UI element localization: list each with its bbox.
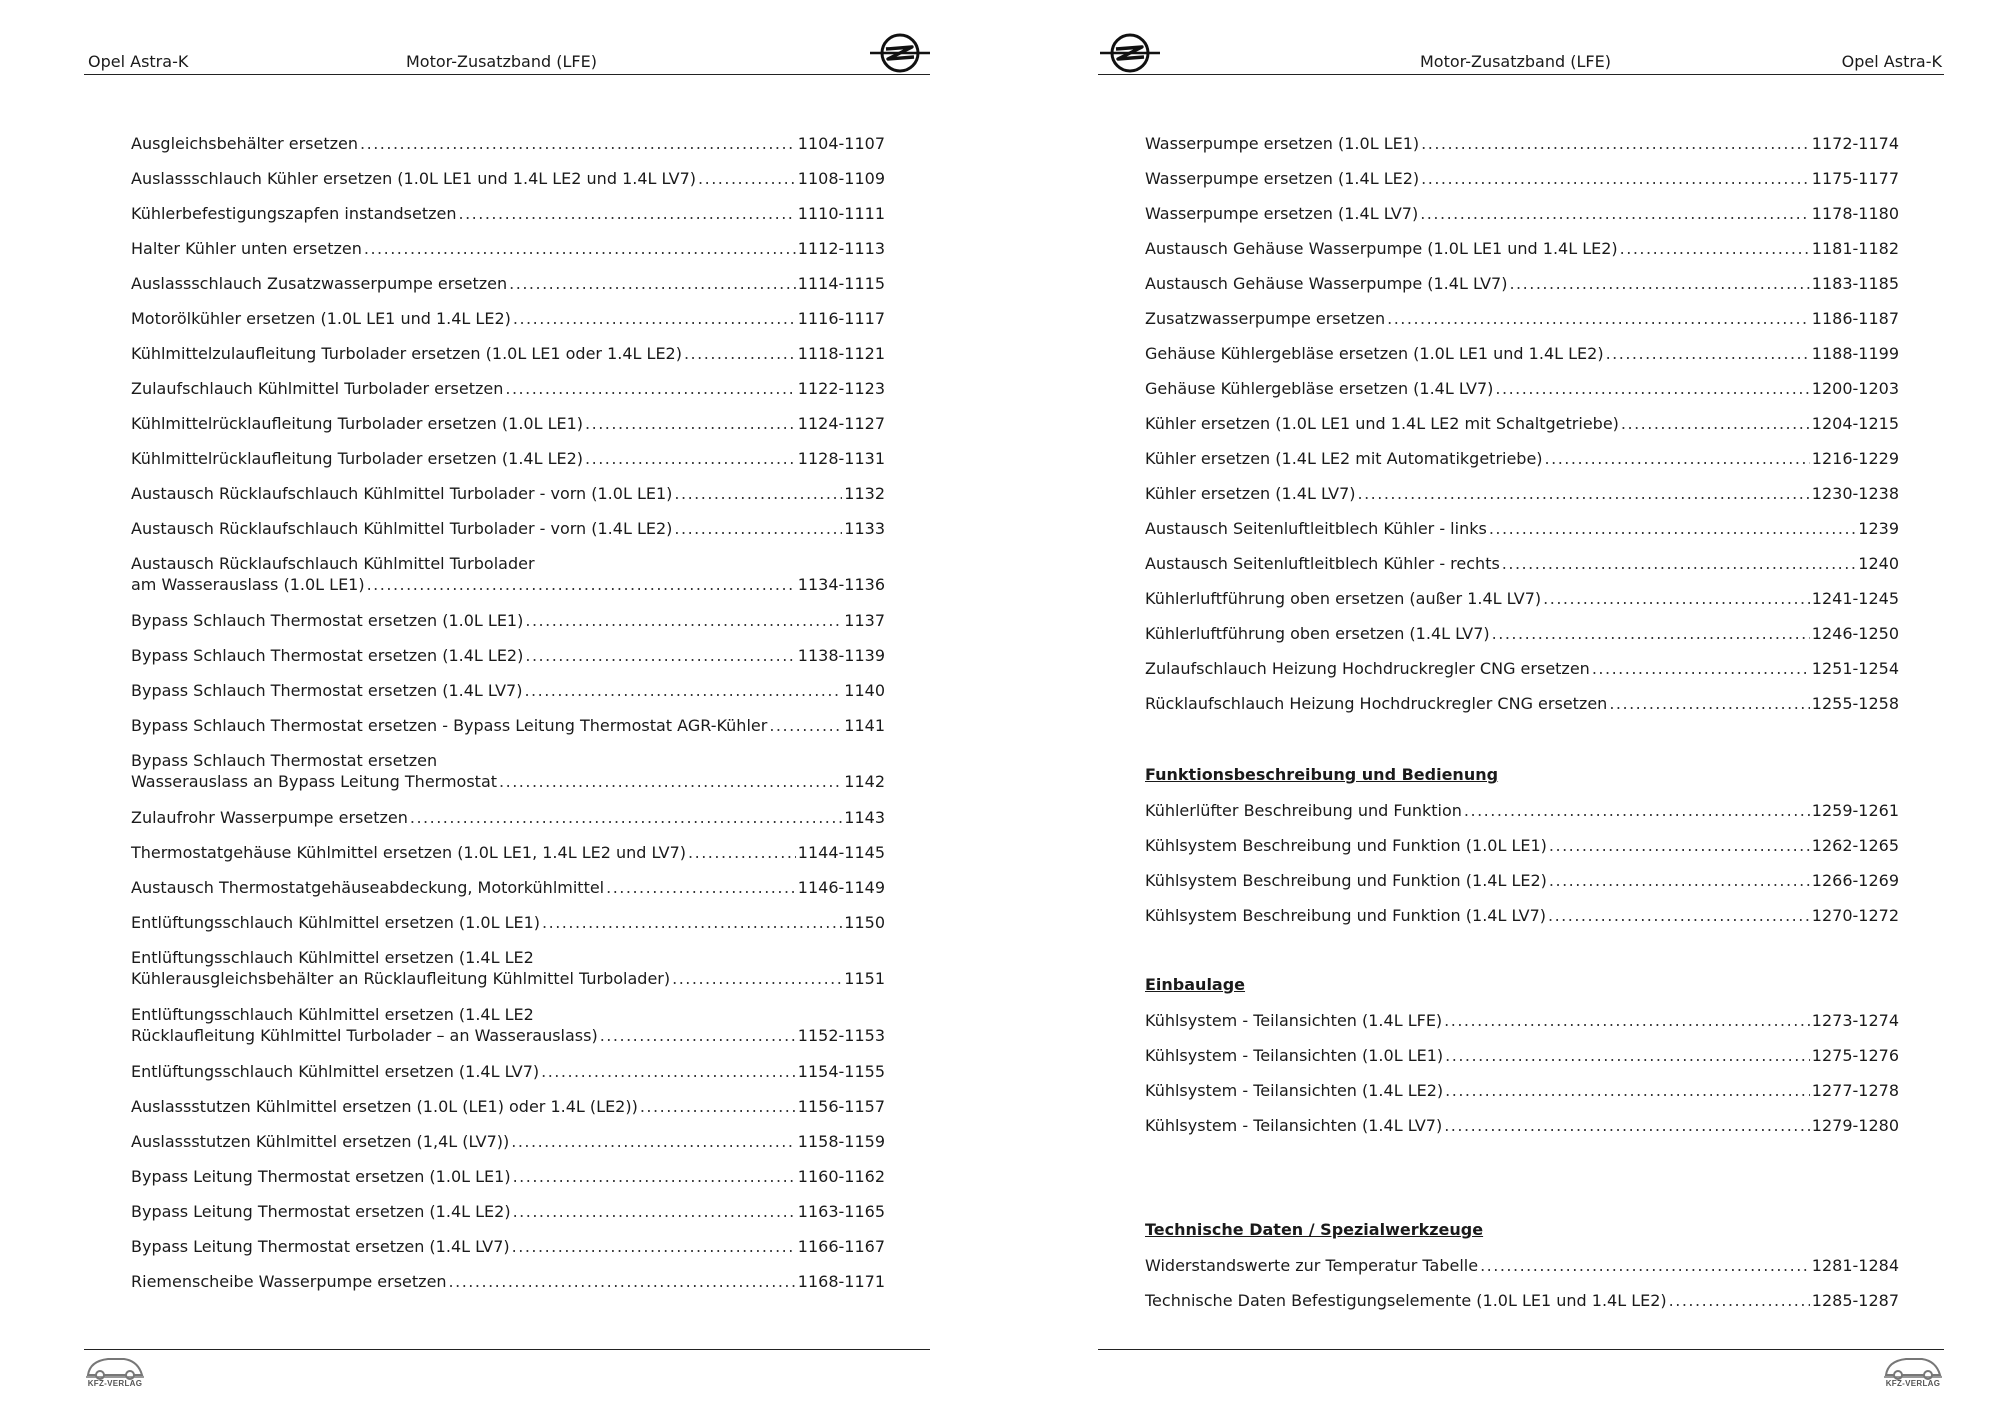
toc-entry[interactable] bbox=[1145, 658, 1899, 679]
toc-entry-page: 1172-1174 bbox=[1811, 134, 1899, 153]
toc-entry-page: 1151 bbox=[844, 969, 885, 988]
toc-entry-title: Wasserpumpe ersetzen (1.0L LE1) bbox=[1145, 134, 1420, 153]
toc-entry-page: 1178-1180 bbox=[1811, 204, 1899, 223]
footer-rule bbox=[84, 1349, 930, 1350]
dot-leader bbox=[512, 1236, 796, 1257]
toc-entry[interactable] bbox=[1145, 378, 1899, 399]
toc-entry-title: Kühlerluftführung oben ersetzen (außer 1.4L LV7) bbox=[1145, 589, 1542, 608]
dot-leader bbox=[1444, 1010, 1810, 1031]
dot-leader bbox=[525, 645, 795, 666]
dot-leader bbox=[1545, 448, 1810, 469]
toc-entry-page: 1118-1121 bbox=[797, 344, 885, 363]
toc-entry-title: Bypass Leitung Thermostat ersetzen (1.0L LE1) bbox=[131, 1167, 511, 1186]
toc-entry[interactable] bbox=[131, 645, 885, 666]
toc-entry-page: 1239 bbox=[1858, 519, 1899, 538]
toc-entry-page: 1137 bbox=[844, 611, 885, 630]
toc-entry[interactable] bbox=[1145, 1045, 1899, 1066]
section-heading: Technische Daten / Spezialwerkzeuge bbox=[1145, 1220, 1484, 1239]
toc-entry-title: Kühlsystem - Teilansichten (1.0L LE1) bbox=[1145, 1046, 1444, 1065]
section-heading: Einbaulage bbox=[1145, 975, 1246, 994]
toc-entry[interactable] bbox=[131, 413, 885, 434]
toc-entry[interactable] bbox=[131, 947, 885, 989]
toc-entry-title: Kühlerbefestigungszapfen instandsetzen bbox=[131, 204, 457, 223]
dot-leader bbox=[1669, 1290, 1810, 1311]
toc-entry[interactable] bbox=[1145, 1115, 1899, 1136]
toc-entry-page: 1112-1113 bbox=[797, 239, 885, 258]
toc-entry-title: Wasserpumpe ersetzen (1.4L LV7) bbox=[1145, 204, 1419, 223]
header-model: Opel Astra-K bbox=[1841, 52, 1942, 71]
toc-entry[interactable] bbox=[131, 378, 885, 399]
toc-entry-page: 1279-1280 bbox=[1811, 1116, 1899, 1135]
toc-entry-title: Halter Kühler unten ersetzen bbox=[131, 239, 362, 258]
toc-entry[interactable] bbox=[131, 715, 885, 736]
dot-leader bbox=[449, 1271, 796, 1292]
toc-entry-page: 1114-1115 bbox=[797, 274, 885, 293]
toc-entry-title: Bypass Schlauch Thermostat ersetzen (1.4L LV7) bbox=[131, 681, 523, 700]
dot-leader bbox=[1609, 693, 1809, 714]
toc-entry-page: 1285-1287 bbox=[1811, 1291, 1899, 1310]
toc-entry-title: Widerstandswerte zur Temperatur Tabelle bbox=[1145, 1256, 1479, 1275]
section-heading: Funktionsbeschreibung und Bedienung bbox=[1145, 765, 1499, 784]
dot-leader bbox=[1549, 835, 1810, 856]
toc-entry-page: 1273-1274 bbox=[1811, 1011, 1899, 1030]
toc-entry-title: Bypass Schlauch Thermostat ersetzen - Bypass Leitung Thermostat AGR-Kühler bbox=[131, 716, 768, 735]
toc-entry[interactable] bbox=[1145, 553, 1899, 574]
dot-leader bbox=[542, 912, 842, 933]
toc-entry-title: Austausch Thermostatgehäuseabdeckung, Motorkühlmittel bbox=[131, 878, 605, 897]
toc-entry-title: Zulaufschlauch Kühlmittel Turbolader ersetzen bbox=[131, 379, 504, 398]
toc-entry-page: 1142 bbox=[844, 772, 885, 791]
toc-entry-page: 1116-1117 bbox=[797, 309, 885, 328]
toc-entry-page: 1188-1199 bbox=[1811, 344, 1899, 363]
toc-entry-title: Kühlsystem Beschreibung und Funktion (1.4L LV7) bbox=[1145, 906, 1546, 925]
toc-entry-page: 1240 bbox=[1858, 554, 1899, 573]
toc-entry-title: Austausch Rücklaufschlauch Kühlmittel Turbolader - vorn (1.0L LE1) bbox=[131, 484, 673, 503]
toc-entry-title: Ausgleichsbehälter ersetzen bbox=[131, 134, 359, 153]
dot-leader bbox=[1420, 203, 1810, 224]
dot-leader bbox=[672, 968, 842, 989]
toc-entry-page: 1259-1261 bbox=[1811, 801, 1899, 820]
toc-entry[interactable] bbox=[131, 1131, 885, 1152]
toc-entry[interactable] bbox=[1145, 308, 1899, 329]
toc-entry-page: 1133 bbox=[844, 519, 885, 538]
dot-leader bbox=[541, 1061, 796, 1082]
toc-entry-title: Entlüftungsschlauch Kühlmittel ersetzen (1.0L LE1) bbox=[131, 913, 541, 932]
toc-entry-page: 1200-1203 bbox=[1811, 379, 1899, 398]
toc-entry-page: 1241-1245 bbox=[1811, 589, 1899, 608]
toc-entry-page: 1143 bbox=[844, 808, 885, 827]
toc-entry-title: Kühlmittelrücklaufleitung Turbolader ersetzen (1.0L LE1) bbox=[131, 414, 584, 433]
toc-entry-page: 1255-1258 bbox=[1811, 694, 1899, 713]
toc-entry-page: 1175-1177 bbox=[1811, 169, 1899, 188]
toc-entry-title: Austausch Rücklaufschlauch Kühlmittel Turbolader - vorn (1.4L LE2) bbox=[131, 519, 673, 538]
toc-entry-title: Austausch Seitenluftleitblech Kühler - links bbox=[1145, 519, 1487, 538]
toc-entry[interactable] bbox=[1145, 835, 1899, 856]
toc-entry[interactable] bbox=[131, 203, 885, 224]
dot-leader bbox=[367, 574, 796, 595]
header-rule bbox=[84, 74, 930, 75]
dot-leader bbox=[1620, 238, 1810, 259]
toc-entry-page: 1132 bbox=[844, 484, 885, 503]
toc-entry[interactable] bbox=[131, 553, 885, 595]
toc-entry-page: 1183-1185 bbox=[1811, 274, 1899, 293]
toc-entry-page: 1140 bbox=[844, 681, 885, 700]
toc-entry-title: Kühlerluftführung oben ersetzen (1.4L LV7) bbox=[1145, 624, 1490, 643]
dot-leader bbox=[1445, 1080, 1810, 1101]
toc-entry[interactable] bbox=[1145, 1255, 1899, 1276]
toc-entry-title-line1: Entlüftungsschlauch Kühlmittel ersetzen (1.4L LE2 bbox=[131, 1005, 534, 1024]
toc-entry-page: 1181-1182 bbox=[1811, 239, 1899, 258]
toc-entry[interactable] bbox=[1145, 518, 1899, 539]
toc-entry-title: Zulaufrohr Wasserpumpe ersetzen bbox=[131, 808, 408, 827]
opel-logo-icon bbox=[1100, 32, 1160, 74]
toc-entry-title: Kühlerlüfter Beschreibung und Funktion bbox=[1145, 801, 1462, 820]
opel-logo-icon bbox=[870, 32, 930, 74]
dot-leader bbox=[1548, 905, 1810, 926]
toc-entry-title: Wasserauslass an Bypass Leitung Thermostat bbox=[131, 772, 498, 791]
toc-entry-page: 1134-1136 bbox=[797, 575, 885, 594]
toc-entry-title-line1: Bypass Schlauch Thermostat ersetzen bbox=[131, 751, 438, 770]
toc-entry[interactable] bbox=[131, 610, 885, 631]
toc-entry-page: 1216-1229 bbox=[1811, 449, 1899, 468]
dot-leader bbox=[1445, 1045, 1810, 1066]
toc-entry-page: 1204-1215 bbox=[1811, 414, 1899, 433]
dot-leader bbox=[1492, 623, 1810, 644]
toc-entry[interactable] bbox=[131, 1236, 885, 1257]
toc-entry-title: Kühlsystem - Teilansichten (1.4L LFE) bbox=[1145, 1011, 1443, 1030]
dot-leader bbox=[1549, 870, 1810, 891]
toc-entry-page: 1141 bbox=[844, 716, 885, 735]
toc-list bbox=[131, 133, 885, 1303]
toc-entry-title-line1: Entlüftungsschlauch Kühlmittel ersetzen (1.4L LE2 bbox=[131, 948, 534, 967]
toc-entry[interactable] bbox=[1145, 588, 1899, 609]
toc-entry[interactable] bbox=[131, 877, 885, 898]
toc-entry[interactable] bbox=[131, 518, 885, 539]
toc-entry[interactable] bbox=[131, 273, 885, 294]
toc-entry-title: Bypass Leitung Thermostat ersetzen (1.4L LE2) bbox=[131, 1202, 511, 1221]
dot-leader bbox=[364, 238, 796, 259]
toc-entry-title: Kühlmittelzulaufleitung Turbolader ersetzen (1.0L LE1 oder 1.4L LE2) bbox=[131, 344, 682, 363]
toc-entry-page: 1160-1162 bbox=[797, 1167, 885, 1186]
dot-leader bbox=[1444, 1115, 1810, 1136]
dot-leader bbox=[524, 680, 842, 701]
toc-entry-title: Kühlsystem - Teilansichten (1.4L LV7) bbox=[1145, 1116, 1443, 1135]
toc-entry-page: 1108-1109 bbox=[797, 169, 885, 188]
dot-leader bbox=[509, 273, 796, 294]
dot-leader bbox=[585, 413, 796, 434]
toc-entry[interactable] bbox=[131, 807, 885, 828]
toc-entry-title: Gehäuse Kühlergebläse ersetzen (1.0L LE1 und 1.4L LE2) bbox=[1145, 344, 1604, 363]
toc-entry-page: 1144-1145 bbox=[797, 843, 885, 862]
toc-entry-page: 1146-1149 bbox=[797, 878, 885, 897]
toc-entry-page: 1110-1111 bbox=[797, 204, 885, 223]
dot-leader bbox=[674, 518, 842, 539]
toc-entry-title: Auslassschlauch Zusatzwasserpumpe ersetzen bbox=[131, 274, 508, 293]
dot-leader bbox=[585, 448, 796, 469]
toc-entry[interactable] bbox=[131, 168, 885, 189]
dot-leader bbox=[1495, 378, 1809, 399]
header-model: Opel Astra-K bbox=[88, 52, 189, 71]
toc-entry-title: Kühlsystem - Teilansichten (1.4L LE2) bbox=[1145, 1081, 1444, 1100]
dot-leader bbox=[1489, 518, 1856, 539]
toc-entry-title: Rücklaufleitung Kühlmittel Turbolader – an Wasserauslass) bbox=[131, 1026, 598, 1045]
dot-leader bbox=[1387, 308, 1810, 329]
toc-entry-title: Bypass Schlauch Thermostat ersetzen (1.4L LE2) bbox=[131, 646, 524, 665]
dot-leader bbox=[1621, 413, 1810, 434]
toc-entry-title-line1: Austausch Rücklaufschlauch Kühlmittel Turbolader bbox=[131, 554, 535, 573]
toc-entry[interactable] bbox=[1145, 1010, 1899, 1031]
toc-entry[interactable] bbox=[1145, 203, 1899, 224]
right-page bbox=[1000, 0, 2000, 1413]
toc-entry-page: 1104-1107 bbox=[797, 134, 885, 153]
toc-entry-title: Thermostatgehäuse Kühlmittel ersetzen (1.0L LE1, 1.4L LE2 und LV7) bbox=[131, 843, 687, 862]
toc-entry-page: 1138-1139 bbox=[797, 646, 885, 665]
toc-entry-page: 1166-1167 bbox=[797, 1237, 885, 1256]
dot-leader bbox=[684, 343, 796, 364]
toc-entry-title: Kühlmittelrücklaufleitung Turbolader ersetzen (1.4L LE2) bbox=[131, 449, 584, 468]
dot-leader bbox=[1509, 273, 1809, 294]
toc-entry[interactable] bbox=[131, 1004, 885, 1046]
dot-leader bbox=[513, 1201, 796, 1222]
toc-entry-title: Zulaufschlauch Heizung Hochdruckregler CNG ersetzen bbox=[1145, 659, 1590, 678]
toc-entry[interactable] bbox=[131, 238, 885, 259]
header-book-title: Motor-Zusatzband (LFE) bbox=[1420, 52, 1611, 71]
toc-entry-page: 1251-1254 bbox=[1811, 659, 1899, 678]
toc-entry-page: 1122-1123 bbox=[797, 379, 885, 398]
toc-entry[interactable] bbox=[1145, 238, 1899, 259]
toc-entry-page: 1281-1284 bbox=[1811, 1256, 1899, 1275]
toc-entry[interactable] bbox=[1145, 905, 1899, 926]
dot-leader bbox=[640, 1096, 796, 1117]
dot-leader bbox=[1592, 658, 1810, 679]
header-book-title: Motor-Zusatzband (LFE) bbox=[406, 52, 597, 71]
dot-leader bbox=[1543, 588, 1810, 609]
toc-entry[interactable] bbox=[1145, 800, 1899, 821]
toc-entry-page: 1277-1278 bbox=[1811, 1081, 1899, 1100]
toc-entry[interactable] bbox=[1145, 448, 1899, 469]
header-rule bbox=[1098, 74, 1944, 75]
toc-entry-title: Austausch Gehäuse Wasserpumpe (1.0L LE1 und 1.4L LE2) bbox=[1145, 239, 1618, 258]
toc-entry-title: Bypass Schlauch Thermostat ersetzen (1.0L LE1) bbox=[131, 611, 524, 630]
toc-entry[interactable] bbox=[131, 343, 885, 364]
toc-entry[interactable] bbox=[1145, 1080, 1899, 1101]
dot-leader bbox=[1421, 168, 1810, 189]
dot-leader bbox=[410, 807, 842, 828]
dot-leader bbox=[505, 378, 795, 399]
toc-entry[interactable] bbox=[131, 1096, 885, 1117]
toc-entry-title: Riemenscheibe Wasserpumpe ersetzen bbox=[131, 1272, 447, 1291]
dot-leader bbox=[698, 168, 796, 189]
toc-entry[interactable] bbox=[1145, 133, 1899, 154]
toc-entry-page: 1152-1153 bbox=[797, 1026, 885, 1045]
dot-leader bbox=[688, 842, 796, 863]
toc-entry[interactable] bbox=[1145, 1290, 1899, 1311]
toc-entry-title: am Wasserauslass (1.0L LE1) bbox=[131, 575, 365, 594]
toc-entry[interactable] bbox=[1145, 693, 1899, 714]
toc-entry-page: 1150 bbox=[844, 913, 885, 932]
toc-entry-title: Kühler ersetzen (1.4L LV7) bbox=[1145, 484, 1356, 503]
dot-leader bbox=[525, 610, 842, 631]
toc-entry-page: 1246-1250 bbox=[1811, 624, 1899, 643]
dot-leader bbox=[1357, 483, 1809, 504]
dot-leader bbox=[1606, 343, 1810, 364]
kfz-verlag-logo-text: KFZ-VERLAG bbox=[1885, 1379, 1941, 1388]
toc-entry[interactable] bbox=[131, 1271, 885, 1292]
toc-entry[interactable] bbox=[1145, 413, 1899, 434]
toc-entry[interactable] bbox=[131, 483, 885, 504]
toc-entry-title: Entlüftungsschlauch Kühlmittel ersetzen (1.4L LV7) bbox=[131, 1062, 540, 1081]
toc-entry-title: Zusatzwasserpumpe ersetzen bbox=[1145, 309, 1386, 328]
toc-entry[interactable] bbox=[131, 1061, 885, 1082]
toc-entry[interactable] bbox=[1145, 870, 1899, 891]
toc-entry-title: Kühlsystem Beschreibung und Funktion (1.4L LE2) bbox=[1145, 871, 1547, 890]
toc-entry-title: Bypass Leitung Thermostat ersetzen (1.4L LV7) bbox=[131, 1237, 510, 1256]
toc-entry[interactable] bbox=[131, 448, 885, 469]
toc-entry[interactable] bbox=[1145, 168, 1899, 189]
toc-entry[interactable] bbox=[131, 1166, 885, 1187]
toc-entry-title: Kühlerausgleichsbehälter an Rücklaufleitung Kühlmittel Turbolader) bbox=[131, 969, 671, 988]
toc-entry[interactable] bbox=[131, 133, 885, 154]
toc-entry-page: 1275-1276 bbox=[1811, 1046, 1899, 1065]
toc-entry[interactable] bbox=[1145, 343, 1899, 364]
toc-entry[interactable] bbox=[1145, 623, 1899, 644]
toc-entry-title: Austausch Seitenluftleitblech Kühler - rechts bbox=[1145, 554, 1500, 573]
dot-leader bbox=[1480, 1255, 1810, 1276]
toc-entry[interactable] bbox=[131, 1201, 885, 1222]
kfz-verlag-logo-text: KFZ-VERLAG bbox=[87, 1379, 143, 1388]
toc-entry-page: 1266-1269 bbox=[1811, 871, 1899, 890]
dot-leader bbox=[360, 133, 796, 154]
toc-entry-title: Auslassschlauch Kühler ersetzen (1.0L LE1 und 1.4L LE2 und 1.4L LV7) bbox=[131, 169, 697, 188]
toc-entry-page: 1156-1157 bbox=[797, 1097, 885, 1116]
toc-entry-title: Wasserpumpe ersetzen (1.4L LE2) bbox=[1145, 169, 1420, 188]
toc-entry-title: Kühler ersetzen (1.4L LE2 mit Automatikgetriebe) bbox=[1145, 449, 1543, 468]
toc-entry-title: Auslassstutzen Kühlmittel ersetzen (1.0L (LE1) oder 1.4L (LE2)) bbox=[131, 1097, 638, 1116]
toc-entry-page: 1158-1159 bbox=[797, 1132, 885, 1151]
dot-leader bbox=[459, 203, 796, 224]
toc-entry-page: 1186-1187 bbox=[1811, 309, 1899, 328]
toc-entry-page: 1168-1171 bbox=[797, 1272, 885, 1291]
toc-entry-title: Kühler ersetzen (1.0L LE1 und 1.4L LE2 mit Schaltgetriebe) bbox=[1145, 414, 1619, 433]
footer-rule bbox=[1098, 1349, 1944, 1350]
dot-leader bbox=[606, 877, 796, 898]
dot-leader bbox=[511, 1131, 796, 1152]
toc-entry[interactable] bbox=[131, 750, 885, 792]
toc-entry-title: Rücklaufschlauch Heizung Hochdruckregler CNG ersetzen bbox=[1145, 694, 1608, 713]
toc-entry[interactable] bbox=[1145, 273, 1899, 294]
toc-entry-title: Kühlsystem Beschreibung und Funktion (1.0L LE1) bbox=[1145, 836, 1547, 855]
toc-entry-page: 1154-1155 bbox=[797, 1062, 885, 1081]
dot-leader bbox=[1421, 133, 1810, 154]
toc-entry-page: 1128-1131 bbox=[797, 449, 885, 468]
toc-entry-title: Motorölkühler ersetzen (1.0L LE1 und 1.4L LE2) bbox=[131, 309, 511, 328]
toc-entry-page: 1270-1272 bbox=[1811, 906, 1899, 925]
toc-entry[interactable] bbox=[131, 912, 885, 933]
dot-leader bbox=[499, 771, 842, 792]
kfz-verlag-logo-icon bbox=[82, 1353, 148, 1393]
dot-leader bbox=[600, 1025, 796, 1046]
toc-entry-page: 1124-1127 bbox=[797, 414, 885, 433]
toc-list bbox=[1145, 133, 1899, 1333]
toc-entry-page: 1163-1165 bbox=[797, 1202, 885, 1221]
kfz-verlag-logo-icon bbox=[1880, 1353, 1946, 1393]
toc-entry-title: Auslassstutzen Kühlmittel ersetzen (1,4L (LV7)) bbox=[131, 1132, 510, 1151]
dot-leader bbox=[513, 1166, 796, 1187]
toc-entry[interactable] bbox=[131, 842, 885, 863]
dot-leader bbox=[1464, 800, 1810, 821]
toc-entry-title: Austausch Gehäuse Wasserpumpe (1.4L LV7) bbox=[1145, 274, 1508, 293]
dot-leader bbox=[769, 715, 842, 736]
toc-entry-title: Technische Daten Befestigungselemente (1.0L LE1 und 1.4L LE2) bbox=[1145, 1291, 1667, 1310]
toc-entry[interactable] bbox=[131, 308, 885, 329]
dot-leader bbox=[513, 308, 796, 329]
toc-entry-title: Gehäuse Kühlergebläse ersetzen (1.4L LV7) bbox=[1145, 379, 1494, 398]
dot-leader bbox=[674, 483, 842, 504]
dot-leader bbox=[1502, 553, 1856, 574]
toc-entry[interactable] bbox=[1145, 483, 1899, 504]
toc-entry-page: 1230-1238 bbox=[1811, 484, 1899, 503]
toc-entry[interactable] bbox=[131, 680, 885, 701]
toc-entry-page: 1262-1265 bbox=[1811, 836, 1899, 855]
